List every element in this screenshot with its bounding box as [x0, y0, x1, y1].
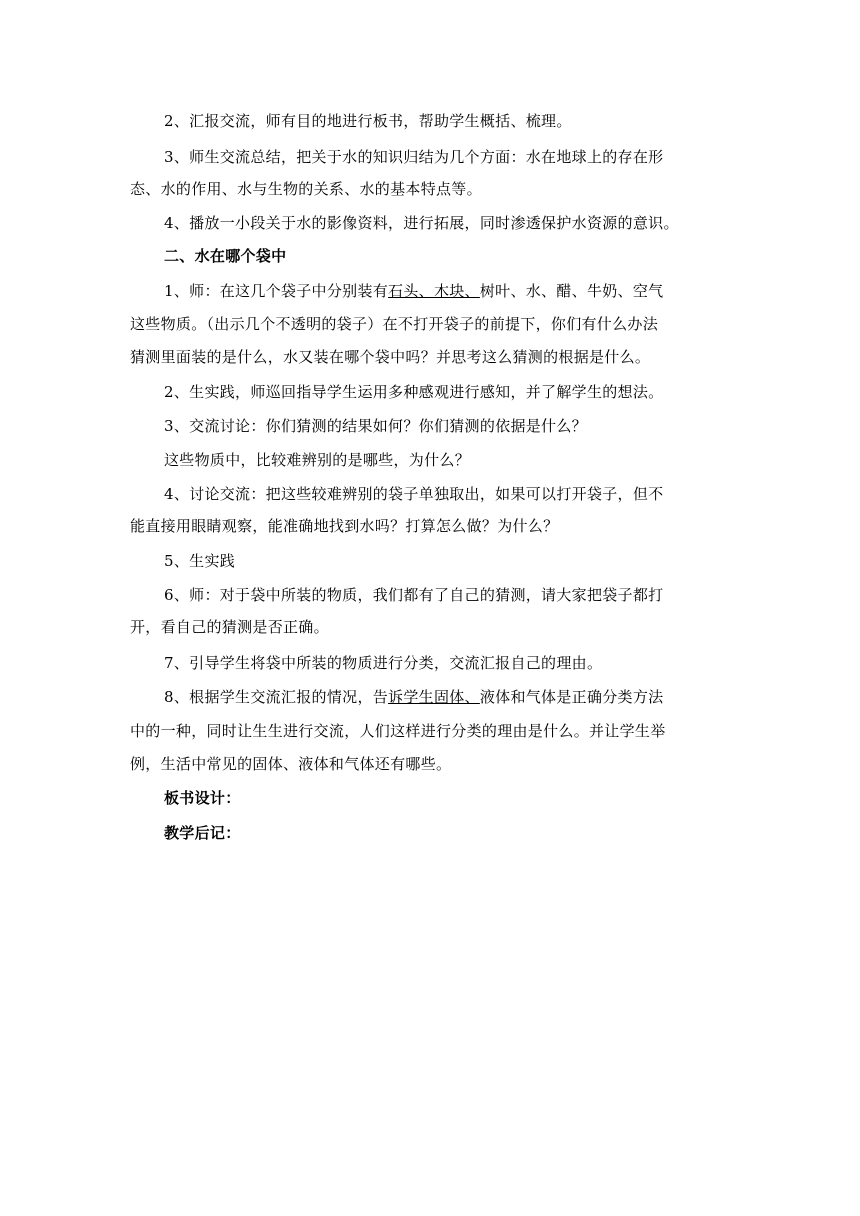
paragraph-line: 6、师：对于袋中所装的物质，我们都有了自己的猜测，请大家把袋子都打: [164, 586, 664, 604]
underlined-text: 石头、木块、: [388, 282, 480, 300]
paragraph-line: 3、交流讨论：你们猜测的结果如何？你们猜测的依据是什么？: [164, 417, 587, 435]
paragraph-line: 开，看自己的猜测是否正确。: [130, 618, 329, 636]
paragraph-line: [0, 687, 860, 707]
underlined-text: 诉学生固体、: [388, 688, 480, 706]
paragraph-line: 猜测里面装的是什么，水又装在哪个袋中吗？并思考这么猜测的根据是什么。: [130, 348, 651, 366]
paragraph-line: 4、播放一小段关于水的影像资料，进行拓展，同时渗透保护水资源的意识。: [164, 214, 679, 232]
paragraph-line: 7、引导学生将袋中所装的物质进行分类，交流汇报自己的理由。: [164, 654, 603, 672]
paragraph-line: 中的一种，同时让生生进行交流，人们这样进行分类的理由是什么。并让学生举: [130, 722, 666, 740]
paragraph-line: 这些物质。（出示几个不透明的袋子）在不打开袋子的前提下，你们有什么办法: [130, 315, 659, 333]
paragraph-line: [0, 281, 860, 301]
text-run: 液体和气体是正确分类方法: [479, 688, 664, 706]
teaching-notes-label: 教学后记：: [164, 824, 241, 842]
paragraph-line: 2、汇报交流，师有目的地进行板书，帮助学生概括、梳理。: [164, 112, 572, 130]
paragraph-line: 2、生实践，师巡回指导学生运用多种感观进行感知，并了解学生的想法。: [164, 383, 664, 401]
paragraph-line: 态、水的作用、水与生物的关系、水的基本特点等。: [130, 180, 482, 198]
text-run: 1、师：在这几个袋子中分别装有: [164, 282, 389, 300]
text-run: 树叶、水、醋、牛奶、空气: [479, 282, 664, 300]
paragraph-line: 这些物质中，比较难辨别的是哪些，为什么？: [164, 451, 471, 469]
section-heading: 二、水在哪个袋中: [164, 247, 287, 265]
paragraph-line: 4、讨论交流：把这些较难辨别的袋子单独取出，如果可以打开袋子，但不: [164, 485, 664, 503]
paragraph-line: 3、师生交流总结，把关于水的知识归结为几个方面：水在地球上的存在形: [164, 148, 664, 166]
paragraph-line: 能直接用眼睛观察，能准确地找到水吗？打算怎么做？为什么？: [130, 517, 559, 535]
text-run: 8、根据学生交流汇报的情况，告: [164, 688, 389, 706]
board-design-label: 板书设计：: [164, 789, 241, 807]
paragraph-line: 例，生活中常见的固体、液体和气体还有哪些。: [130, 755, 452, 773]
paragraph-line: 5、生实践: [164, 552, 236, 570]
